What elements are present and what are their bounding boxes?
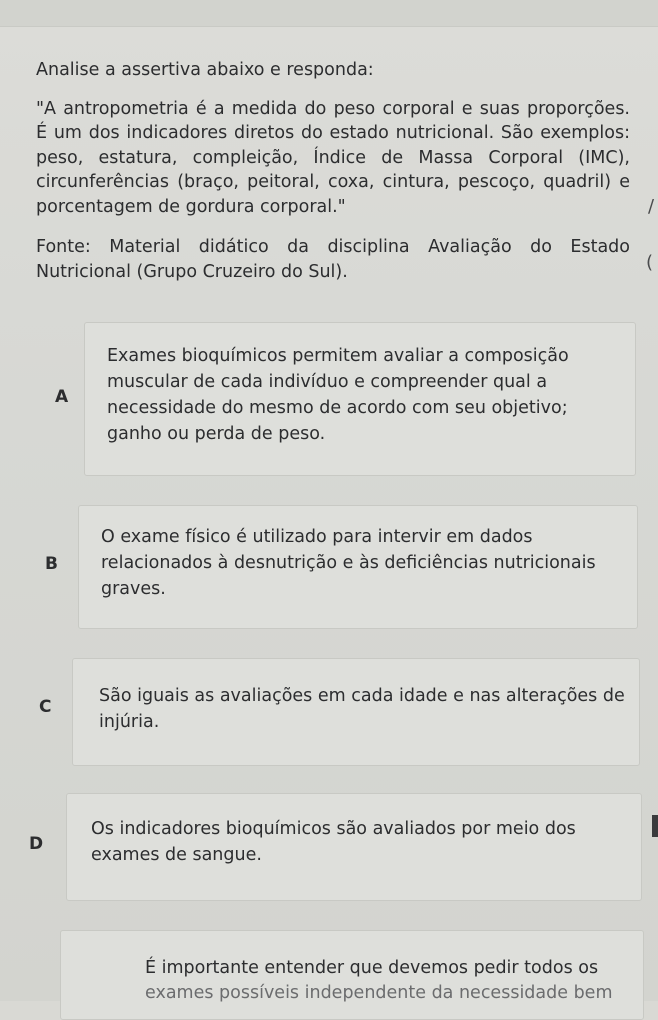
option-e-text: É importante entender que devemos pedir todos os (145, 958, 599, 978)
option-a-text: Exames bioquímicos permitem avaliar a composição muscular de cada indivíduo e compreender qual a necessidade do mesmo de acordo com seu objetivo; ganho ou perda de peso. (107, 346, 569, 444)
edge-bar (652, 815, 658, 837)
question-statement: "A antropometria é a medida do peso corporal e suas proporções. É um dos indicadores diretos do estado nutricional. São exemplos: peso, estatura, compleição, Índice de Massa Corporal (IMC), circunferências (braço, peitoral, coxa, cintura, pescoço, quadril) e porcentagem de gordura corporal." (36, 98, 630, 217)
option-a[interactable] (55, 322, 636, 476)
edge-mark-slash: / (648, 196, 655, 217)
question-source: Fonte: Material didático da disciplina Avaliação do Estado Nutricional (Grupo Cruzeiro do Sul). (36, 237, 630, 282)
edge-mark-paren: ( (646, 252, 654, 273)
option-e[interactable] (60, 930, 644, 1020)
option-b-letter: B (45, 554, 58, 574)
option-d-letter: D (29, 834, 44, 854)
option-c[interactable] (39, 658, 640, 766)
option-c-letter: C (39, 697, 52, 717)
option-d[interactable] (29, 793, 642, 901)
option-a-letter: A (55, 387, 69, 407)
top-edge (0, 0, 658, 27)
question-prompt: Analise a assertiva abaixo e responda: (36, 60, 374, 80)
option-b-text: O exame físico é utilizado para intervir em dados relacionados à desnutrição e às deficiências nutricionais graves. (101, 527, 596, 599)
question-block (36, 58, 630, 284)
option-d-text: Os indicadores bioquímicos são avaliados por meio dos exames de sangue. (91, 819, 576, 865)
option-e-text-cut: exames possíveis independente da necessidade bem (145, 983, 613, 1003)
option-c-text: São iguais as avaliações em cada idade e nas alterações de injúria. (99, 686, 625, 732)
option-b[interactable] (45, 505, 638, 629)
